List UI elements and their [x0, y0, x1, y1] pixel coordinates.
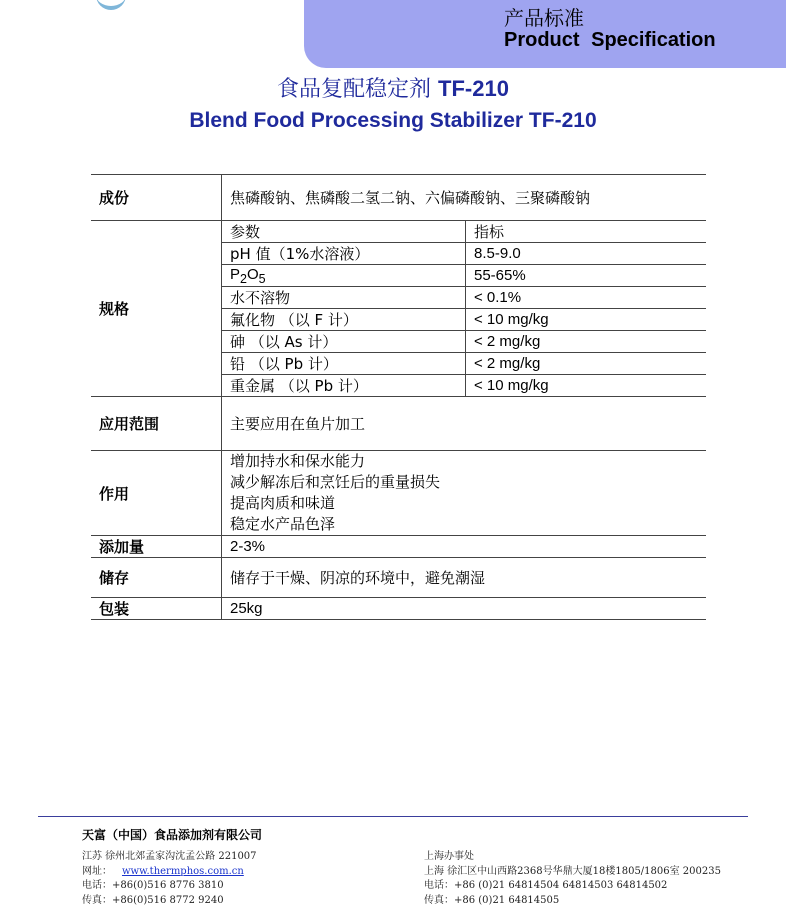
spec-param: 水不溶物	[222, 287, 466, 309]
spec-table	[91, 174, 706, 620]
table-row	[222, 265, 706, 287]
spec-param: 砷 （以 As 计）	[222, 331, 466, 353]
formula-sub-5: 5	[258, 271, 266, 286]
function-value	[222, 451, 707, 536]
specs-header-param: 参数	[222, 221, 466, 243]
application-row	[91, 397, 706, 451]
application-label: 应用范围	[91, 397, 222, 451]
table-row	[222, 331, 706, 353]
footer-office-title: 上海办事处	[424, 851, 474, 862]
logo-mark	[96, 0, 126, 10]
packaging-label: 包装	[91, 598, 222, 620]
table-row	[222, 287, 706, 309]
function-line: 增加持水和保水能力	[230, 452, 366, 470]
spec-param: 氟化物 （以 F 计）	[222, 309, 466, 331]
footer-hq-fax: 传真：+86(0)516 8772 9240	[82, 894, 224, 906]
table-row	[222, 309, 706, 331]
footer-hq-website	[82, 865, 257, 880]
footer-hq	[82, 850, 257, 908]
function-label: 作用	[91, 451, 222, 536]
formula-o: O	[246, 265, 259, 283]
spec-param: 铅 （以 Pb 计）	[222, 353, 466, 375]
spec-value: < 10 mg/kg	[466, 309, 707, 331]
spec-value: 55-65%	[466, 265, 707, 287]
spec-value: < 2 mg/kg	[466, 331, 707, 353]
composition-row	[91, 175, 706, 221]
table-row	[222, 353, 706, 375]
table-row	[222, 375, 706, 397]
storage-label: 储存	[91, 558, 222, 598]
footer-hq-address: 江苏 徐州北郊孟家沟沈孟公路 221007	[82, 851, 257, 862]
footer-hq-phone: 电话：+86(0)516 8776 3810	[82, 880, 224, 891]
packaging-row	[91, 598, 706, 620]
footer-office-fax: 传真：+86 (0)21 64814505	[424, 894, 560, 906]
spec-value: < 2 mg/kg	[466, 353, 707, 375]
function-line: 减少解冻后和烹饪后的重量损失	[230, 473, 441, 491]
composition-label: 成份	[91, 175, 222, 221]
footer-office	[424, 850, 721, 908]
function-line: 提高肉质和味道	[230, 494, 336, 512]
spec-value: 8.5-9.0	[466, 243, 707, 265]
specs-row	[91, 221, 706, 397]
product-name-cn: 食品复配稳定剂	[277, 77, 432, 102]
specs-label: 规格	[91, 221, 222, 397]
formula-p: P	[230, 265, 241, 283]
header-title-cn: 产品标准	[504, 6, 584, 30]
footer-office-address: 上海 徐汇区中山西路2368号华鼎大厦18楼1805/1806室 200235	[424, 865, 721, 877]
website-label: 网址：	[82, 865, 112, 877]
function-line: 稳定水产品色泽	[230, 515, 336, 533]
storage-value: 储存于干燥、阴凉的环境中，避免潮湿	[230, 569, 486, 587]
spec-param: pH 值（1%水溶液）	[222, 243, 466, 265]
packaging-value: 25kg	[230, 600, 263, 617]
function-row	[91, 451, 706, 536]
formula-sub-2: 2	[240, 271, 247, 286]
application-value: 主要应用在鱼片加工	[230, 415, 366, 433]
specs-header-value: 指标	[466, 221, 707, 243]
spec-value: < 10 mg/kg	[474, 377, 549, 394]
dosage-label: 添加量	[91, 536, 222, 558]
storage-row	[91, 558, 706, 598]
specs-cell	[222, 221, 707, 397]
header-title-en: Product Specification	[504, 29, 716, 51]
spec-value: < 0.1%	[466, 287, 707, 309]
product-model: TF-210	[438, 76, 509, 101]
table-row	[222, 243, 706, 265]
product-title-en: Blend Food Processing Stabilizer TF-210	[189, 109, 597, 132]
dosage-value: 2-3%	[230, 538, 266, 555]
header-banner	[304, 0, 786, 68]
footer-office-phone: 电话：+86 (0)21 64814504 64814503 64814502	[424, 880, 668, 891]
footer-company: 天富（中国）食品添加剂有限公司	[82, 828, 263, 842]
composition-value: 焦磷酸钠、焦磷酸二氢二钠、六偏磷酸钠、三聚磷酸钠	[230, 189, 591, 207]
specs-subtable	[222, 221, 706, 396]
spec-param	[222, 265, 466, 287]
website-link[interactable]: www.thermphos.com.cn	[122, 865, 244, 877]
spec-param: 重金属 （以 Pb 计）	[222, 375, 466, 397]
dosage-row	[91, 536, 706, 558]
specs-header-row	[222, 221, 706, 243]
footer-divider	[38, 816, 748, 817]
product-title-cn	[0, 72, 786, 103]
